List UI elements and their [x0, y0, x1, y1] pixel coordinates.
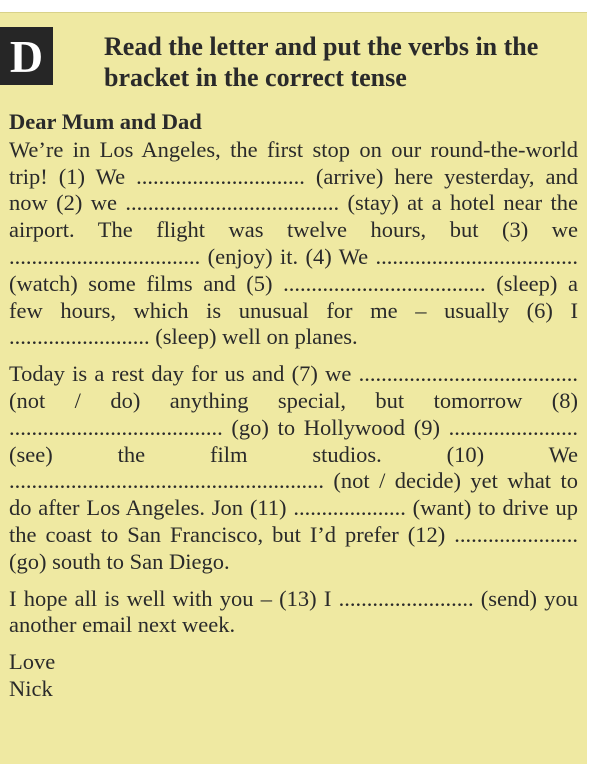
letter-signature: Nick — [9, 675, 53, 701]
letter-body — [9, 109, 578, 703]
letter-greeting: Dear Mum and Dad — [9, 109, 202, 134]
letter-closing: Love — [9, 649, 56, 675]
exercise-title: Read the letter and put the verbs in the bracket in the correct tense — [104, 32, 539, 92]
exercise-panel — [0, 12, 587, 764]
letter-paragraph-2: Today is a rest day for us and (7) we ....................................... (not / do) anything special, but tomorrow (8) ...................................... (go) to Hollywood (9) ....................... (see) the film studios. (10) We ........................................................ (not / decide) yet what to do after Los Angeles. Jon (11) .................... (want) to drive up the coast to San Francisco, but I’d prefer (12) ...................... (go) south to San Diego. — [9, 361, 578, 574]
letter-paragraph-3: I hope all is well with you – (13) I ........................ (send) you another email next week. — [9, 585, 578, 638]
exercise-letter-badge: D — [0, 27, 53, 85]
letter-paragraph-1: We’re in Los Angeles, the first stop on our round-the-world trip! (1) We .............................. (arrive) here yesterday, and now (2) we ...................................... (stay) at a hotel near the airport. The flight was twelve hours, but (3) we .................................. (enjoy) it. (4) We .................................... (watch) some films and (5) .................................... (sleep) a few hours, which is unusual for me – usually (6) I ......................... (sleep) well on planes. — [9, 136, 578, 350]
